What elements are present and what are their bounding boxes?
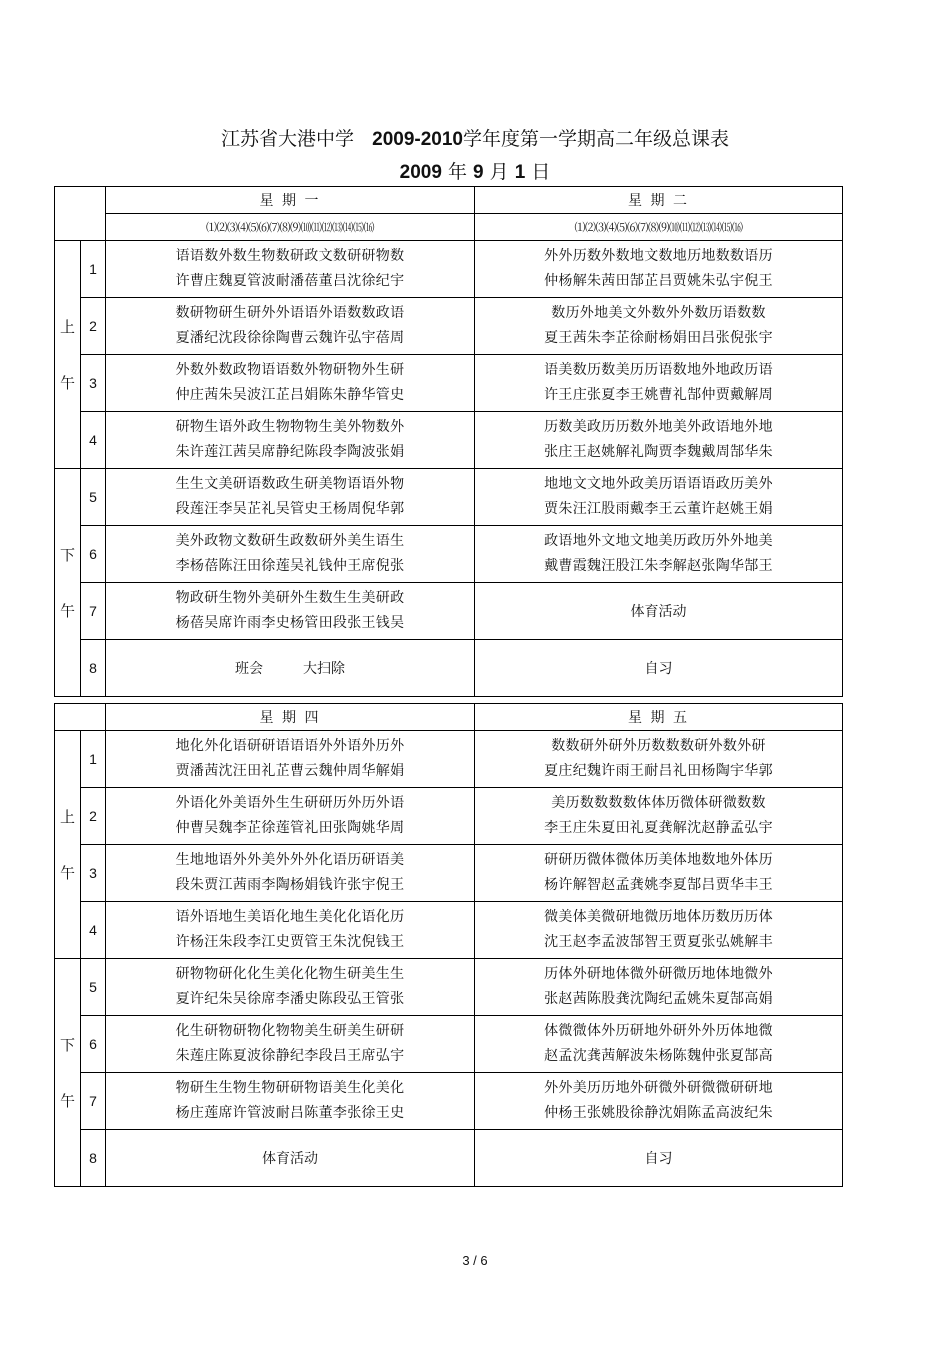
teacher-line: 朱莲庄陈夏波徐静纪李段吕王席弘宇 [175, 1048, 405, 1064]
subject-line: 微美体美微研地微历地体历数历历体 [544, 909, 773, 925]
schedule-cell [106, 526, 475, 583]
subject-line: 数数研外研外历数数数研外数外研 [551, 738, 766, 754]
schedule-cell [106, 241, 475, 298]
subject-line: 生地地语外外美外外外化语历研语美 [175, 852, 405, 868]
period-row [55, 469, 843, 526]
schedule-cell [475, 583, 843, 640]
period-number: 8 [81, 1130, 106, 1187]
period-number: 6 [81, 1016, 106, 1073]
schedule-cell [106, 788, 475, 845]
period-number: 2 [81, 788, 106, 845]
schedule-cell [475, 1130, 843, 1187]
subject-line: 历体外研地体微外研微历地体地微外 [544, 966, 773, 982]
subject-line: 地化外化语研研语语语外外语外历外 [175, 738, 405, 754]
activity-label: 体育活动 [630, 604, 687, 620]
period-number: 4 [81, 412, 106, 469]
session-char: 午 [59, 601, 75, 620]
schedule-cell [106, 412, 475, 469]
subject-line: 外外历数外数地文数地历地数数语历 [544, 248, 773, 264]
period-row [55, 959, 843, 1016]
timetable-week-part-2 [54, 703, 843, 1187]
page-title: 江苏省大港中学 2009-2010学年度第一学期高二年级总课表 [220, 128, 730, 150]
teacher-line: 仲杨王张姚股徐静沈娟陈孟高波纪朱 [544, 1105, 773, 1121]
subject-line: 数历外地美文外数外外数历语数数 [551, 305, 766, 321]
subject-line: 体微微体外历研地外研外外历体地微 [544, 1023, 773, 1039]
teacher-line: 沈王赵李孟波郜智王贾夏张弘姚解丰 [544, 934, 773, 950]
corner-cell [55, 704, 106, 731]
session-label [55, 469, 81, 697]
session-char: 上 [59, 807, 75, 826]
schedule-cell [475, 845, 843, 902]
schedule-cell [475, 1073, 843, 1130]
period-number: 7 [81, 583, 106, 640]
schedule-cell [475, 788, 843, 845]
period-row [55, 583, 843, 640]
schedule-cell [106, 902, 475, 959]
teacher-line: 许杨汪朱段李江史贾管王朱沈倪钱王 [175, 934, 405, 950]
subject-line: 外外美历历地外研微外研微微研研地 [544, 1080, 773, 1096]
teacher-line: 段朱贾江茜雨李陶杨娟钱许张宇倪王 [175, 877, 405, 893]
day-header: 星 期 一 [106, 187, 475, 214]
teacher-line: 张赵茜陈股龚沈陶纪孟姚朱夏郜高娟 [544, 991, 773, 1007]
teacher-line: 夏王茜朱李芷徐耐杨娟田吕张倪张宇 [544, 330, 773, 346]
schedule-cell [475, 298, 843, 355]
teacher-line: 夏许纪朱吴徐席李潘史陈段弘王管张 [175, 991, 405, 1007]
period-number: 5 [81, 959, 106, 1016]
schedule-cell [475, 241, 843, 298]
schedule-cell [475, 355, 843, 412]
subject-line: 美外政物文数研生政数研外美生语生 [175, 533, 405, 549]
activity-label: 体育活动 [262, 1151, 318, 1167]
schedule-cell [106, 845, 475, 902]
teacher-line: 李王庄朱夏田礼夏龚解沈赵静孟弘宇 [544, 820, 773, 836]
class-numbers: ⑴⑵⑶⑷⑸⑹⑺⑻⑼⑽⑾⑿⒀⒁⒂⒃ [475, 214, 843, 241]
period-row [55, 526, 843, 583]
period-row [55, 788, 843, 845]
schedule-cell [475, 526, 843, 583]
day-header: 星 期 五 [475, 704, 843, 731]
period-row [55, 355, 843, 412]
teacher-line: 杨蓓吴席许雨李史杨管田段张王钱吴 [175, 615, 405, 631]
teacher-line: 仲杨解朱茜田郜芷吕贾姚朱弘宇倪王 [544, 273, 773, 289]
period-row [55, 241, 843, 298]
day-header: 星 期 四 [106, 704, 475, 731]
page-date: 2009 年 9 月 1 日 [399, 161, 551, 183]
schedule-cell [106, 731, 475, 788]
period-number: 5 [81, 469, 106, 526]
teacher-line: 杨许解智赵孟龚姚李夏郜吕贾华丰王 [544, 877, 773, 893]
period-number: 4 [81, 902, 106, 959]
schedule-cell [106, 640, 475, 697]
subject-line: 研物物研化化生美化化物生研美生生 [175, 966, 405, 982]
activity-label: 自习 [644, 1151, 673, 1167]
session-label [55, 731, 81, 959]
teacher-line: 贾潘茜沈汪田礼芷曹云魏仲周华解娟 [175, 763, 405, 779]
schedule-cell [106, 355, 475, 412]
period-number: 3 [81, 355, 106, 412]
session-label [55, 241, 81, 469]
teacher-line: 朱许莲江茜吴席静纪陈段李陶波张娟 [175, 444, 405, 460]
schedule-cell [475, 902, 843, 959]
period-number: 6 [81, 526, 106, 583]
session-char: 午 [59, 1091, 75, 1110]
schedule-cell [475, 731, 843, 788]
subject-line: 美历数数数数体体历微体研微数数 [551, 795, 766, 811]
schedule-cell [475, 412, 843, 469]
period-row [55, 1130, 843, 1187]
period-row [55, 731, 843, 788]
subject-line: 生生文美研语数政生研美物语语外物 [175, 476, 405, 492]
period-number: 1 [81, 241, 106, 298]
subject-line: 语外语地生美语化地生美化化语化历 [175, 909, 405, 925]
teacher-line: 贾朱汪江股雨戴李王云董许赵姚王娟 [544, 501, 773, 517]
schedule-cell [475, 1016, 843, 1073]
teacher-line: 许曹庄魏夏管波耐潘蓓董吕沈徐纪宇 [175, 273, 405, 289]
schedule-cell [475, 640, 843, 697]
schedule-cell [106, 959, 475, 1016]
teacher-line: 李杨蓓陈汪田徐莲吴礼钱仲王席倪张 [175, 558, 405, 574]
teacher-line: 夏庄纪魏许雨王耐吕礼田杨陶宇华郭 [544, 763, 773, 779]
schedule-cell [106, 1130, 475, 1187]
corner-cell [55, 187, 106, 241]
teacher-line: 夏潘纪沈段徐徐陶曹云魏许弘宇蓓周 [175, 330, 405, 346]
teacher-line: 赵孟沈龚茜解波朱杨陈魏仲张夏郜高 [544, 1048, 773, 1064]
schedule-cell [106, 298, 475, 355]
schedule-cell [475, 959, 843, 1016]
subject-line: 物研生生物生物研研物语美生化美化 [175, 1080, 405, 1096]
teacher-line: 张庄王赵姚解礼陶贾李魏戴周郜华朱 [544, 444, 773, 460]
schedule-cell [475, 469, 843, 526]
session-char: 下 [59, 545, 75, 564]
period-row [55, 845, 843, 902]
period-row [55, 902, 843, 959]
period-number: 2 [81, 298, 106, 355]
teacher-line: 杨庄莲席许管波耐吕陈董李张徐王史 [175, 1105, 405, 1121]
schedule-cell [106, 583, 475, 640]
day-header: 星 期 二 [475, 187, 843, 214]
subject-line: 语美数历数美历历语数地外地政历语 [544, 362, 773, 378]
subject-line: 历数美政历历数外地美外政语地外地 [544, 419, 773, 435]
subject-line: 研研历微体微体历美体地数地外体历 [544, 852, 773, 868]
teacher-line: 仲曹吴魏李芷徐莲管礼田张陶姚华周 [175, 820, 405, 836]
subject-line: 语语数外数生物数研政文数研研物数 [175, 248, 405, 264]
subject-line: 外语化外美语外生生研研历外历外语 [175, 795, 405, 811]
teacher-line: 段莲汪李吴芷礼吴管史王杨周倪华郭 [175, 501, 405, 517]
class-numbers: ⑴⑵⑶⑷⑸⑹⑺⑻⑼⑽⑾⑿⒀⒁⒂⒃ [106, 214, 475, 241]
session-char: 上 [59, 317, 75, 336]
period-number: 8 [81, 640, 106, 697]
schedule-cell [106, 469, 475, 526]
period-row [55, 298, 843, 355]
period-number: 1 [81, 731, 106, 788]
schedule-cell [106, 1016, 475, 1073]
period-row [55, 412, 843, 469]
teacher-line: 许王庄张夏李王姚曹礼郜仲贾戴解周 [544, 387, 773, 403]
session-char: 午 [59, 373, 75, 392]
page-number: 3 / 6 [462, 1253, 488, 1268]
class-number-row [55, 214, 843, 241]
subject-line: 数研物研生研外外语语外语数数政语 [175, 305, 405, 321]
activity-label: 班会 [235, 661, 263, 677]
schedule-cell [106, 1073, 475, 1130]
activity-label: 自习 [644, 661, 673, 677]
subject-line: 地地文文地外政美历语语语政历美外 [544, 476, 773, 492]
session-label [55, 959, 81, 1187]
session-char: 午 [59, 863, 75, 882]
period-row [55, 640, 843, 697]
period-number: 7 [81, 1073, 106, 1130]
subject-line: 外数外数政物语语数外物研物外生研 [175, 362, 405, 378]
day-header-row [55, 704, 843, 731]
teacher-line: 仲庄茜朱吴波江芷吕娟陈朱静华管史 [175, 387, 405, 403]
subject-line: 研物生语外政生物物物生美外物数外 [175, 419, 405, 435]
subject-line: 物政研生物外美研外生数生生美研政 [175, 590, 405, 606]
timetable-week-part-1 [54, 186, 843, 697]
activity-label: 大扫除 [303, 661, 345, 677]
day-header-row [55, 187, 843, 214]
subject-line: 政语地外文地文地美历政历外外地美 [544, 533, 773, 549]
subject-line: 化生研物研物化物物美生研美生研研 [175, 1023, 405, 1039]
period-row [55, 1073, 843, 1130]
session-char: 下 [59, 1035, 75, 1054]
teacher-line: 戴曹霞魏汪股江朱李解赵张陶华郜王 [544, 558, 773, 574]
period-number: 3 [81, 845, 106, 902]
period-row [55, 1016, 843, 1073]
